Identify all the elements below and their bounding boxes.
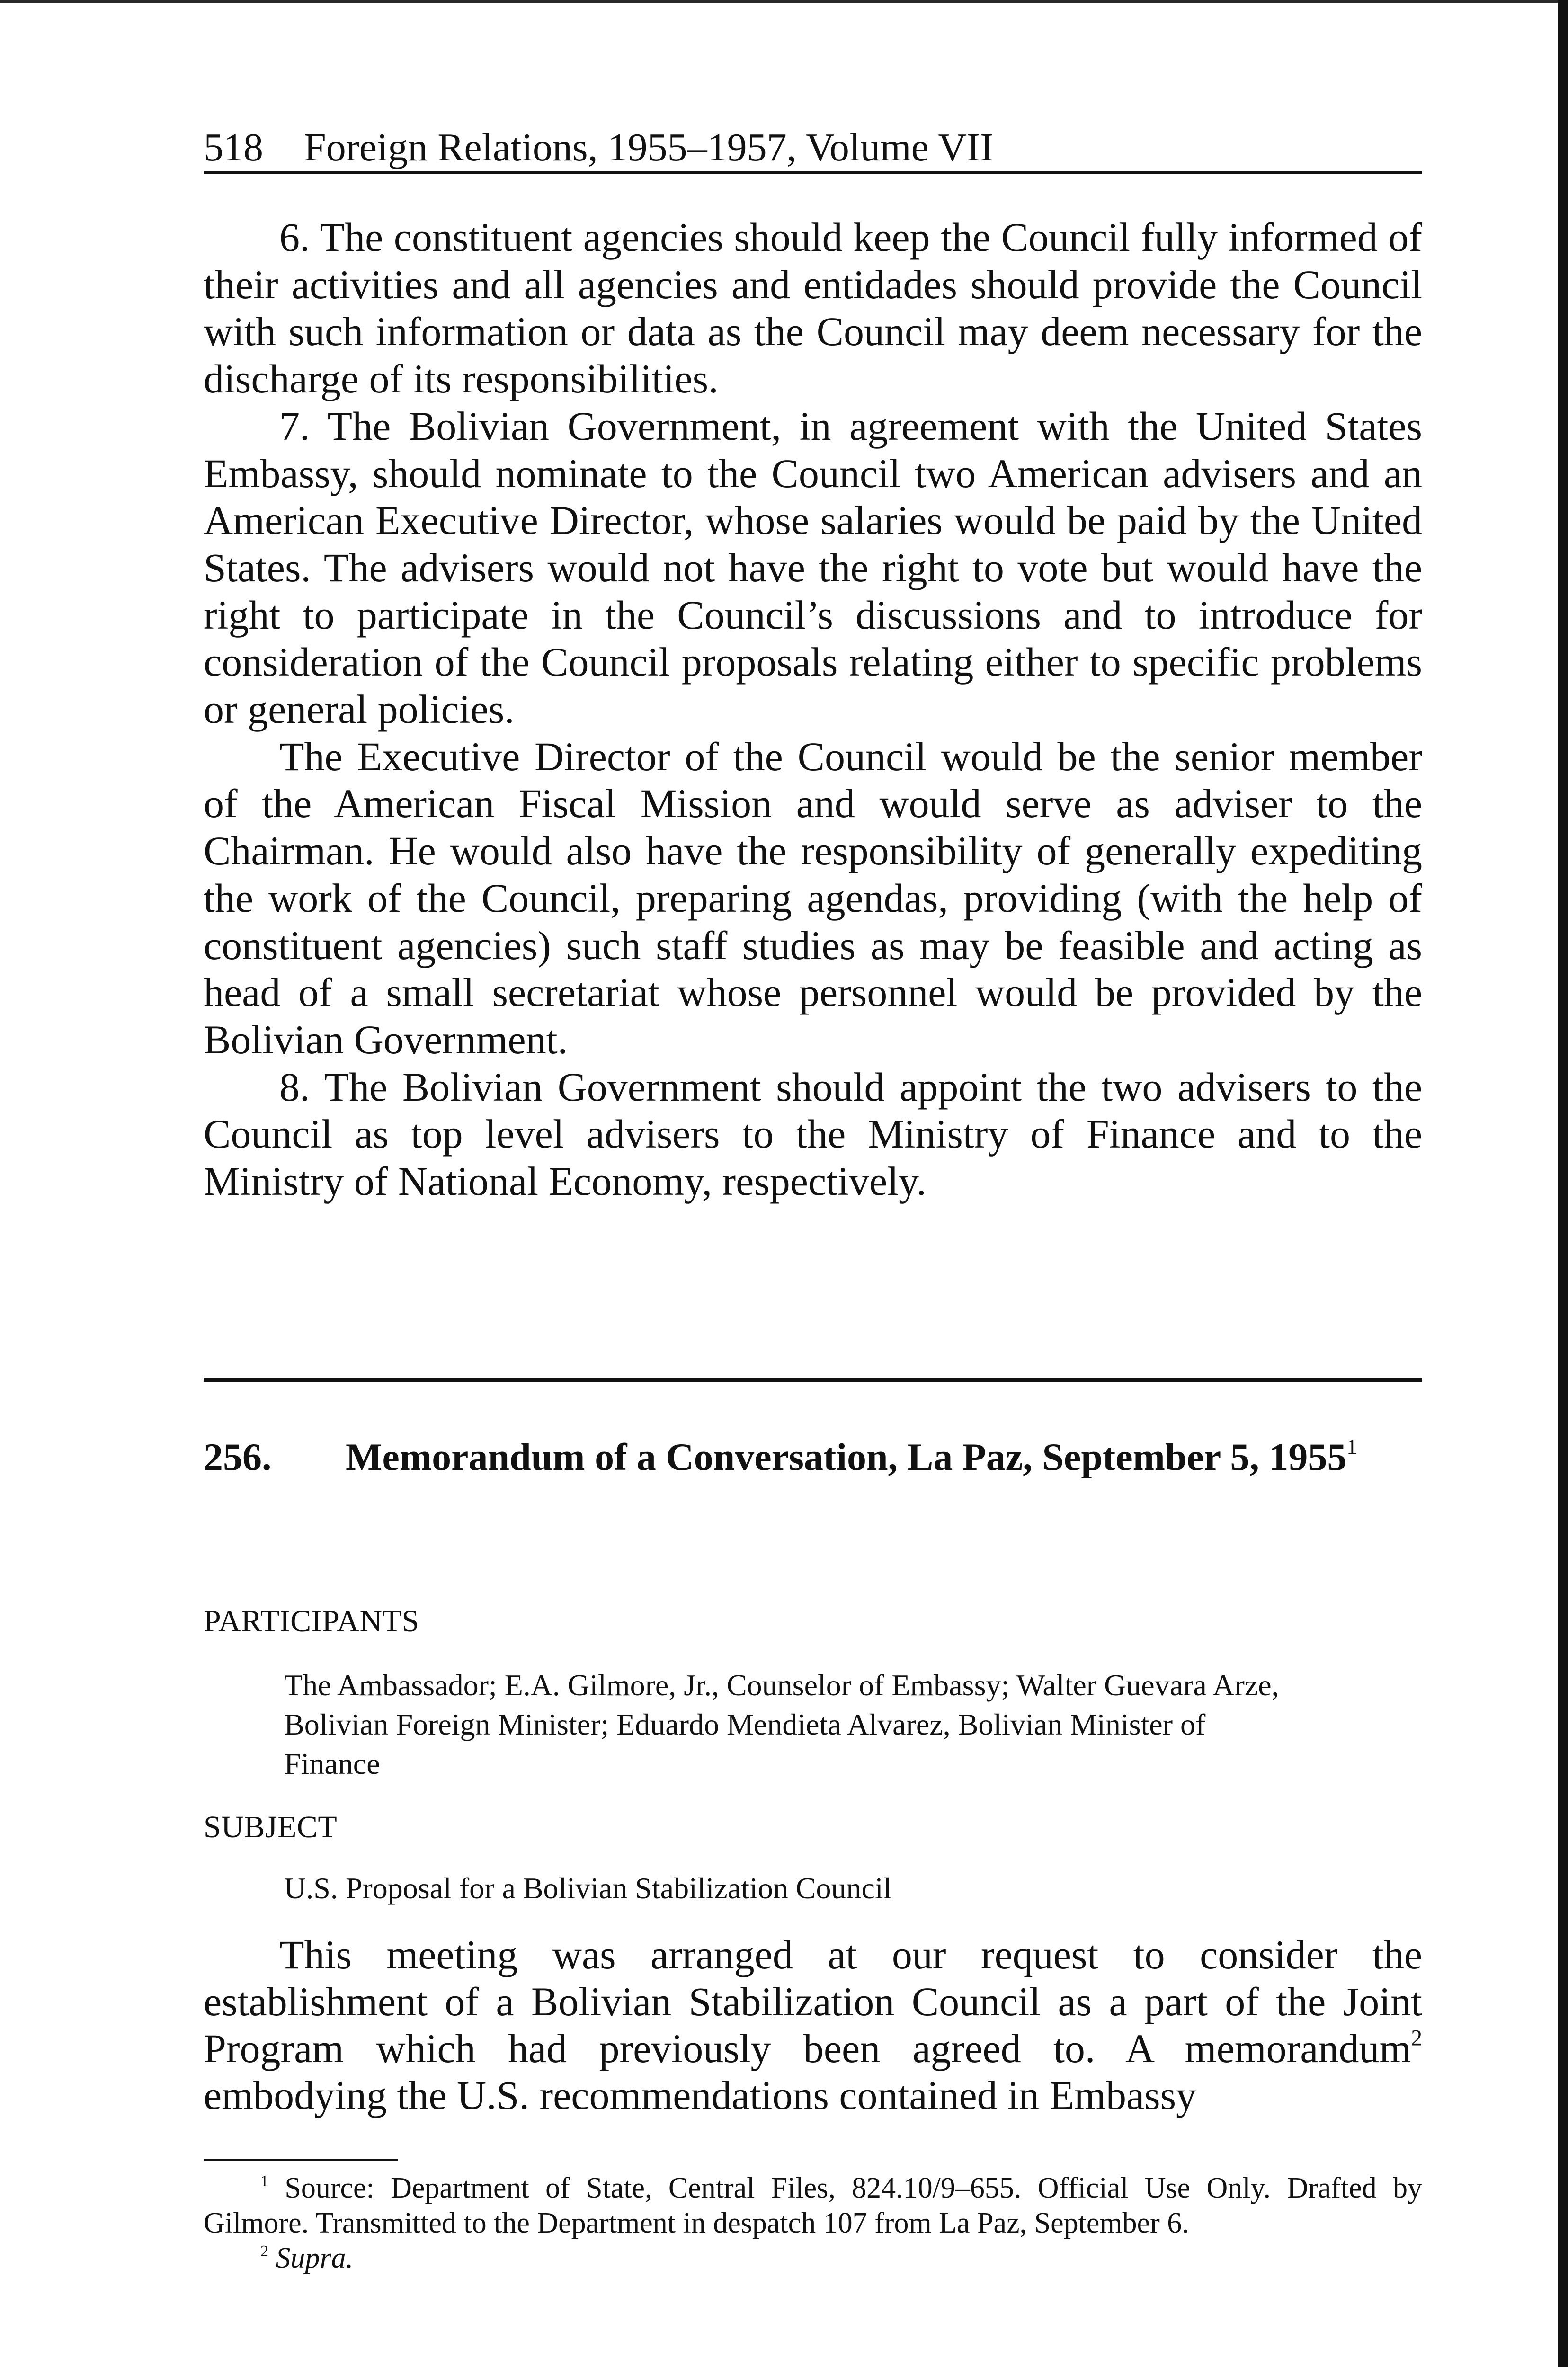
scan-edge-right <box>1558 0 1568 2367</box>
footnote-1-text: Source: Department of State, Central Files, 824.10/9–655. Official Use Only. Drafted by Gilmore. Transmitted to the Department in despatch 107 from La Paz, September 6. <box>204 2172 1422 2239</box>
footnote-ref-1: 1 <box>1346 1435 1357 1459</box>
document-number: 256. <box>204 1435 272 1478</box>
subject-text: U.S. Proposal for a Bolivian Stabilization Council <box>284 1871 892 1905</box>
page-number: 518 <box>204 125 263 169</box>
memorandum-text-part2: embodying the U.S. recommendations contained in Embassy <box>204 2073 1197 2118</box>
footnote-1 <box>204 2171 1422 2241</box>
memorandum-text <box>204 1931 1422 2119</box>
memorandum-paragraph <box>204 1931 1422 2119</box>
running-head <box>204 124 1422 174</box>
footnotes <box>204 2171 1422 2276</box>
footnote-2-mark: 2 <box>260 2242 269 2260</box>
paragraph-6: 6. The constituent agencies should keep the Council fully informed of their activities and all agencies and entidades should provide the Council with such information or data as the Council may deem necessary for the discharge of its responsibilities. <box>204 214 1422 402</box>
footnote-ref-2: 2 <box>1411 2026 1422 2051</box>
paragraph-executive-director: The Executive Director of the Council would be the senior member of the American Fiscal Mission and would serve as adviser to the Chairman. He would also have the responsibility of generally expediting the work of the Council, preparing agendas, providing (with the help of constituent agencies) such staff studies as may be feasible and acting as head of a small secretariat whose personnel would be provided by the Bolivian Government. <box>204 733 1422 1062</box>
document-title <box>346 1434 1422 1480</box>
scan-edge-top <box>0 0 1568 3</box>
footnote-rule <box>204 2159 398 2161</box>
footnote-2 <box>204 2241 1422 2276</box>
participants-list: The Ambassador; E.A. Gilmore, Jr., Counselor of Embassy; Walter Guevara Arze, Bolivian Foreign Minister; Eduardo Mendieta Alvarez, Bolivian Minister of Finance <box>284 1668 1279 1780</box>
paragraph-8: 8. The Bolivian Government should appoint the two advisers to the Council as top level advisers to the Ministry of Finance and to the Ministry of National Economy, respectively. <box>204 1064 1422 1204</box>
participants-label: PARTICIPANTS <box>204 1604 419 1638</box>
volume-title: Foreign Relations, 1955–1957, Volume VII <box>304 125 993 169</box>
footnote-1-mark: 1 <box>260 2172 269 2190</box>
continued-text <box>204 214 1422 1205</box>
subject-label: SUBJECT <box>204 1810 338 1844</box>
paragraph-7: 7. The Bolivian Government, in agreement with the United States Embassy, should nominate to the Council two American advisers and an American Executive Director, whose salaries would be paid by the United States. The advisers would not have the right to vote but would have the right to participate in the Council’s discussions and to introduce for consideration of the Council proposals relating either to specific problems or general policies. <box>204 403 1422 732</box>
memorandum-text-part1: This meeting was arranged at our request to consider the establishment of a Bolivian Stabilization Council as a part of the Joint Program which had previously been agreed to. A memorandum <box>204 1932 1422 2071</box>
document-title-text: Memorandum of a Conversation, La Paz, September 5, 1955 <box>346 1435 1347 1478</box>
footnote-2-text: Supra. <box>276 2242 354 2274</box>
section-divider <box>204 1378 1422 1382</box>
